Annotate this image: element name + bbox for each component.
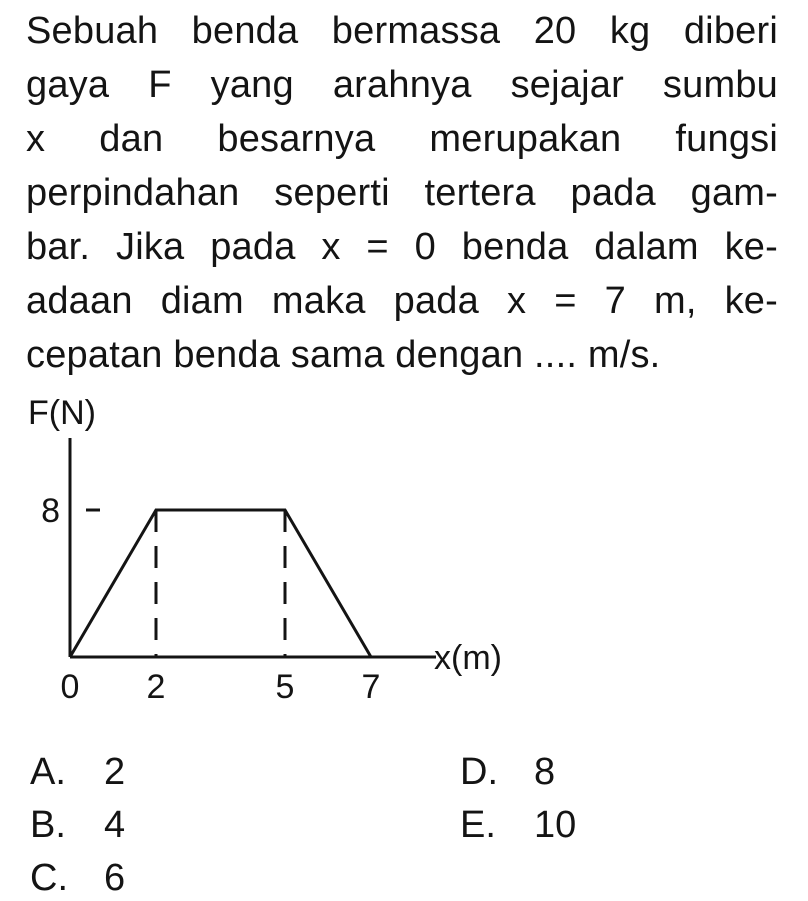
option-e-letter: E. — [460, 804, 496, 846]
option-c-letter: C. — [30, 857, 68, 899]
question-line-5: bar. Jika pada x = 0 benda dalam ke- — [26, 226, 778, 268]
option-d-letter: D. — [460, 751, 498, 793]
question-line-1: Sebuah benda bermassa 20 kg diberi — [26, 10, 778, 52]
question-line-6: adaan diam maka pada x = 7 m, ke- — [26, 280, 778, 322]
option-c[interactable] — [30, 856, 125, 900]
option-d-value: 8 — [534, 751, 556, 793]
force-curve — [70, 510, 371, 657]
x-tick-label-7: 7 — [361, 668, 381, 706]
dashed-guides — [156, 510, 285, 657]
option-e-value: 10 — [534, 804, 577, 846]
option-b[interactable] — [30, 803, 125, 847]
x-tick-labels — [61, 668, 381, 706]
x-tick-label-2: 2 — [146, 668, 166, 706]
option-a[interactable] — [30, 750, 125, 794]
option-d[interactable] — [460, 750, 555, 794]
option-b-letter: B. — [30, 804, 66, 846]
question-line-4: perpindahan seperti tertera pada gam- — [26, 172, 778, 214]
option-a-value: 2 — [104, 751, 126, 793]
force-displacement-graph — [26, 380, 546, 720]
y-axis-label: F(N) — [28, 394, 96, 432]
option-e[interactable] — [460, 803, 576, 847]
option-b-value: 4 — [104, 804, 126, 846]
y-tick-label-8: 8 — [41, 492, 60, 530]
x-axis-label: x(m) — [434, 639, 502, 677]
question-line-3: x dan besarnya merupakan fungsi — [26, 118, 778, 160]
question-line-7: cepatan benda sama dengan .... m/s. — [26, 334, 661, 376]
question-text — [26, 4, 778, 382]
option-a-letter: A. — [30, 751, 66, 793]
option-c-value: 6 — [104, 857, 126, 899]
x-tick-label-0: 0 — [60, 668, 80, 706]
x-tick-label-5: 5 — [275, 668, 295, 706]
question-line-2: gaya F yang arahnya sejajar sumbu — [26, 64, 778, 106]
graph-svg — [26, 380, 546, 720]
